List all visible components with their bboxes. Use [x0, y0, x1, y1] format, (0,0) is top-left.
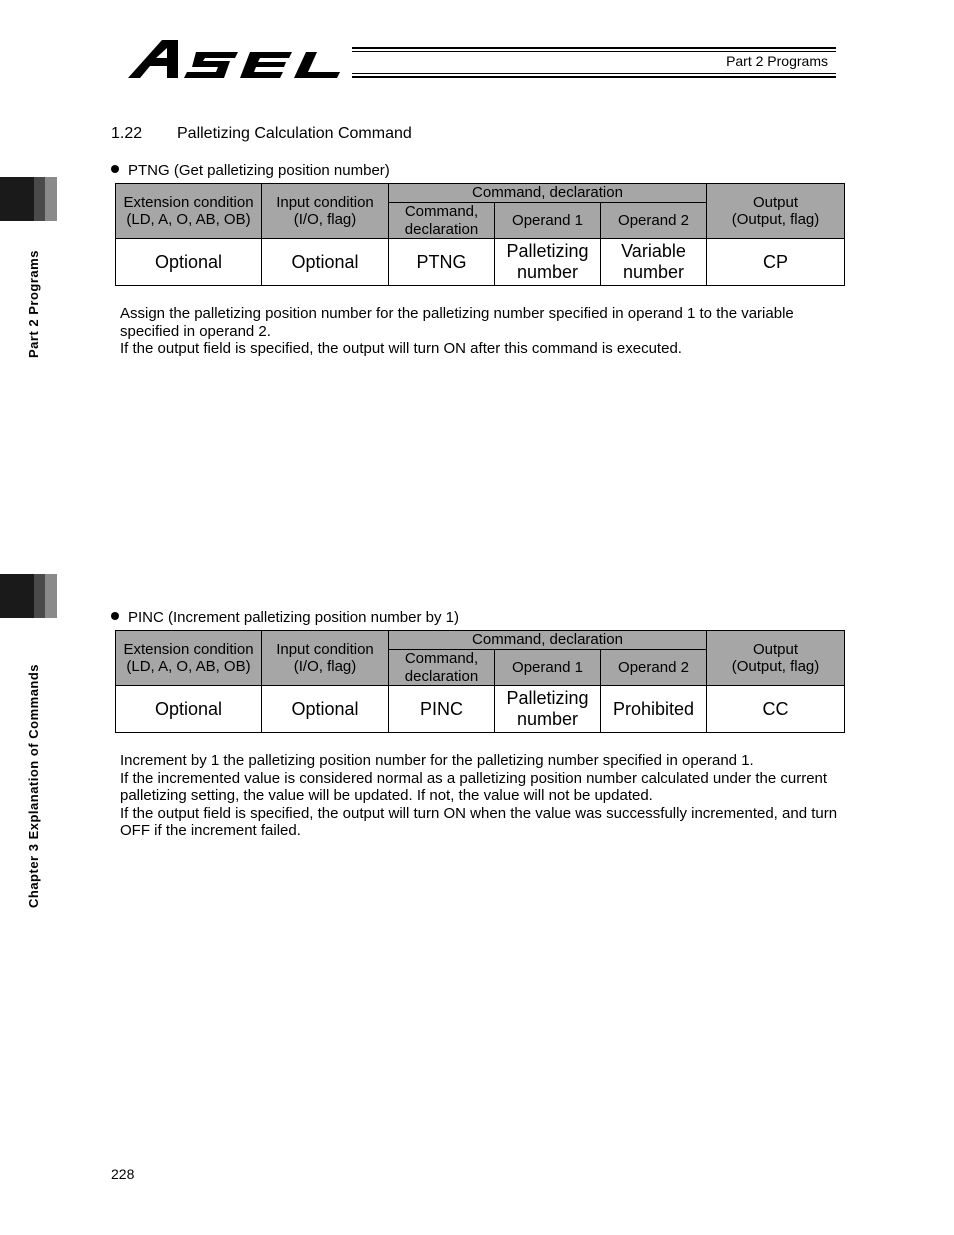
header-operand1: Operand 1: [495, 650, 601, 686]
cell-operand1: Palletizing number: [495, 686, 601, 733]
header-command-group: Command, declaration: [389, 184, 707, 203]
cell-extension: Optional: [116, 239, 262, 286]
page-number: 228: [111, 1166, 135, 1182]
header-section-label: Part 2 Programs: [726, 53, 828, 69]
header-input: Input condition (I/O, flag): [262, 631, 389, 686]
header-operand1: Operand 1: [495, 203, 601, 239]
command-description-pinc: [120, 752, 840, 840]
cell-output: CC: [707, 686, 845, 733]
cell-operand1: Palletizing number: [495, 239, 601, 286]
section-heading: [111, 125, 412, 143]
asel-logo: [126, 36, 348, 80]
cell-input: Optional: [262, 686, 389, 733]
command-table-ptng: [115, 183, 845, 286]
command-bullet-pinc: [111, 609, 459, 626]
cell-operand2: Variable number: [601, 239, 707, 286]
description-paragraph: If the output field is specified, the output will turn ON when the value was successfully incremented, and turn OFF if the increment failed.: [120, 804, 838, 839]
command-description-ptng: [120, 305, 840, 358]
cell-operand2: Prohibited: [601, 686, 707, 733]
command-bullet-text: PTNG (Get palletizing position number): [128, 162, 390, 179]
cell-input: Optional: [262, 239, 389, 286]
bullet-dot-icon: [111, 612, 119, 620]
section-title: Palletizing Calculation Command: [177, 125, 412, 142]
side-label-chapter: Chapter 3 Explanation of Commands: [26, 663, 41, 908]
header-operand2: Operand 2: [601, 203, 707, 239]
cell-output: CP: [707, 239, 845, 286]
side-tab-part: [0, 177, 57, 221]
section-number: 1.22: [111, 125, 143, 142]
description-paragraph: Assign the palletizing position number for the palletizing number specified in operand 1 to the variable specified in operand 2.: [120, 305, 794, 340]
command-bullet-text: PINC (Increment palletizing position number by 1): [128, 609, 459, 626]
description-paragraph: Increment by 1 the palletizing position number for the palletizing number specified in operand 1.: [120, 752, 754, 769]
header-command-group: Command, declaration: [389, 631, 707, 650]
header-command: Command, declaration: [389, 203, 495, 239]
cell-command: PTNG: [389, 239, 495, 286]
header-input: Input condition (I/O, flag): [262, 184, 389, 239]
header-output: Output (Output, flag): [707, 184, 845, 239]
header-output: Output (Output, flag): [707, 631, 845, 686]
header-extension: Extension condition (LD, A, O, AB, OB): [116, 631, 262, 686]
cell-extension: Optional: [116, 686, 262, 733]
header-operand2: Operand 2: [601, 650, 707, 686]
command-table-pinc: [115, 630, 845, 733]
bullet-dot-icon: [111, 165, 119, 173]
description-paragraph: If the incremented value is considered normal as a palletizing position number calculated under the current palletizing setting, the value will be updated. If not, the value will not be updated.: [120, 769, 828, 804]
cell-command: PINC: [389, 686, 495, 733]
side-tab-chapter: [0, 574, 57, 618]
command-bullet-ptng: [111, 162, 390, 179]
header-command: Command, declaration: [389, 650, 495, 686]
header-extension: Extension condition (LD, A, O, AB, OB): [116, 184, 262, 239]
description-paragraph: If the output field is specified, the output will turn ON after this command is executed.: [120, 340, 682, 357]
side-label-part: Part 2 Programs: [26, 250, 41, 358]
